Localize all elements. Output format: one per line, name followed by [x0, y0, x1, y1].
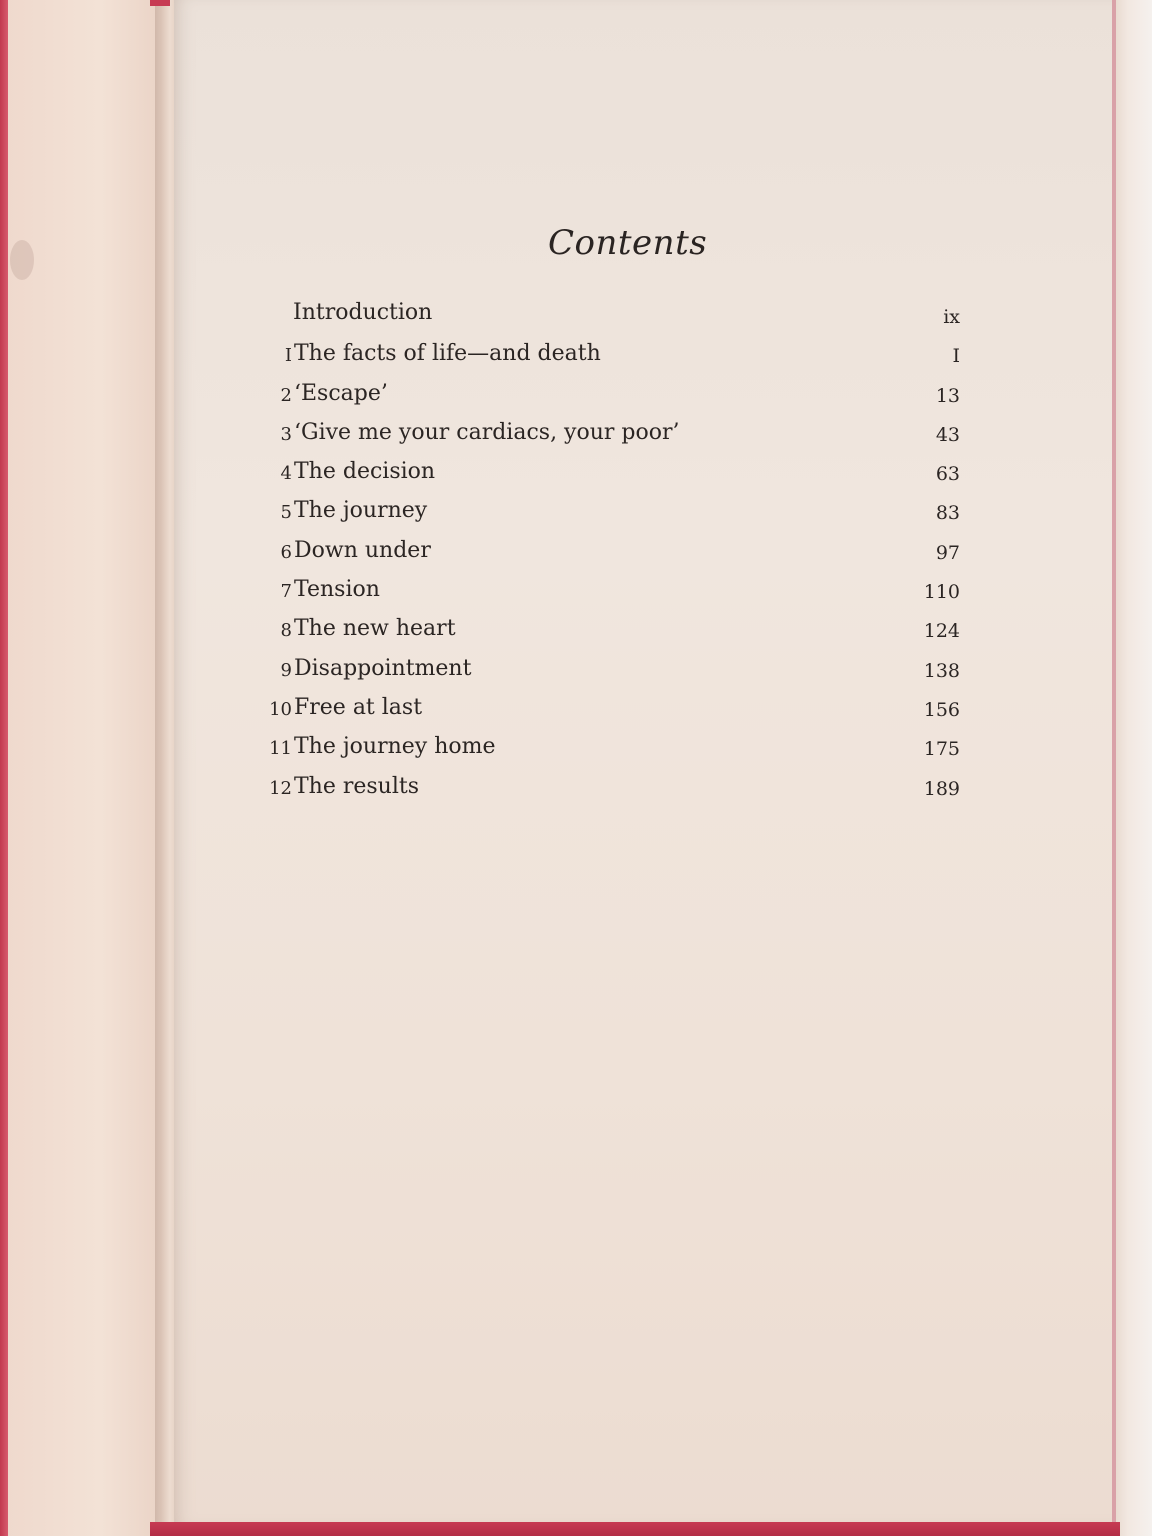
page-number: 124: [923, 620, 960, 643]
page-number: 13: [935, 384, 960, 407]
page-number: 138: [923, 659, 960, 682]
toc-entry: [256, 652, 968, 691]
toc-entry-introduction: [256, 298, 968, 337]
chapter-title: The journey home: [294, 734, 496, 760]
page-number: I: [952, 345, 960, 368]
table-of-contents: [256, 298, 968, 809]
chapter-title: Introduction: [293, 300, 433, 325]
toc-entry: [256, 455, 968, 494]
chapter-number: 6: [280, 541, 292, 563]
book-gutter: [160, 0, 174, 1536]
chapter-number: 11: [269, 738, 292, 760]
chapter-title: The journey: [294, 498, 428, 524]
page-number: 110: [923, 581, 960, 604]
chapter-title: The facts of life—and death: [294, 341, 601, 367]
chapter-number: 10: [269, 698, 292, 720]
page-smudge: [10, 240, 34, 280]
toc-entry: [256, 770, 968, 809]
book-cover-right-edge: [1112, 0, 1152, 1536]
page-number: 43: [935, 423, 960, 446]
chapter-number: 7: [280, 581, 292, 603]
page-number: 97: [935, 541, 960, 564]
toc-entry: [256, 337, 968, 376]
chapter-number: 3: [280, 423, 292, 445]
chapter-number: 8: [280, 620, 292, 642]
page-number: 83: [935, 502, 960, 525]
left-facing-page: [8, 0, 162, 1536]
book-cover-left-edge: [0, 0, 8, 1536]
page-number: 156: [923, 698, 960, 721]
cover-top-red-edge: [150, 0, 170, 6]
chapter-title: Disappointment: [294, 655, 472, 681]
toc-entry: [256, 494, 968, 533]
chapter-title: The decision: [294, 459, 436, 485]
toc-entry: [256, 730, 968, 769]
toc-entry: [256, 573, 968, 612]
chapter-number: 9: [280, 659, 292, 681]
chapter-title: Tension: [294, 577, 380, 603]
page-number: 63: [935, 463, 960, 486]
toc-entry: [256, 416, 968, 455]
page-title: Contents: [548, 223, 708, 263]
chapter-title: Free at last: [294, 694, 423, 720]
toc-entry: [256, 612, 968, 651]
chapter-title: The new heart: [294, 616, 456, 642]
page-number: 189: [923, 777, 960, 800]
toc-entry: [256, 534, 968, 573]
toc-entry: [256, 377, 968, 416]
chapter-number: 2: [280, 384, 292, 406]
toc-entry: [256, 691, 968, 730]
chapter-title: Down under: [294, 537, 431, 563]
chapter-number: 4: [280, 463, 292, 485]
cover-right-red-edge: [1112, 0, 1116, 1536]
chapter-number: 5: [280, 502, 292, 524]
chapter-title: ‘Escape’: [294, 380, 388, 406]
page-number: ix: [943, 306, 960, 328]
page-number: 175: [923, 738, 960, 761]
chapter-number: 12: [269, 777, 292, 799]
chapter-title: The results: [294, 773, 420, 799]
chapter-title: ‘Give me your cardiacs, your poor’: [294, 419, 680, 445]
chapter-number: I: [284, 345, 292, 367]
book-cover-bottom-edge: [150, 1522, 1120, 1536]
